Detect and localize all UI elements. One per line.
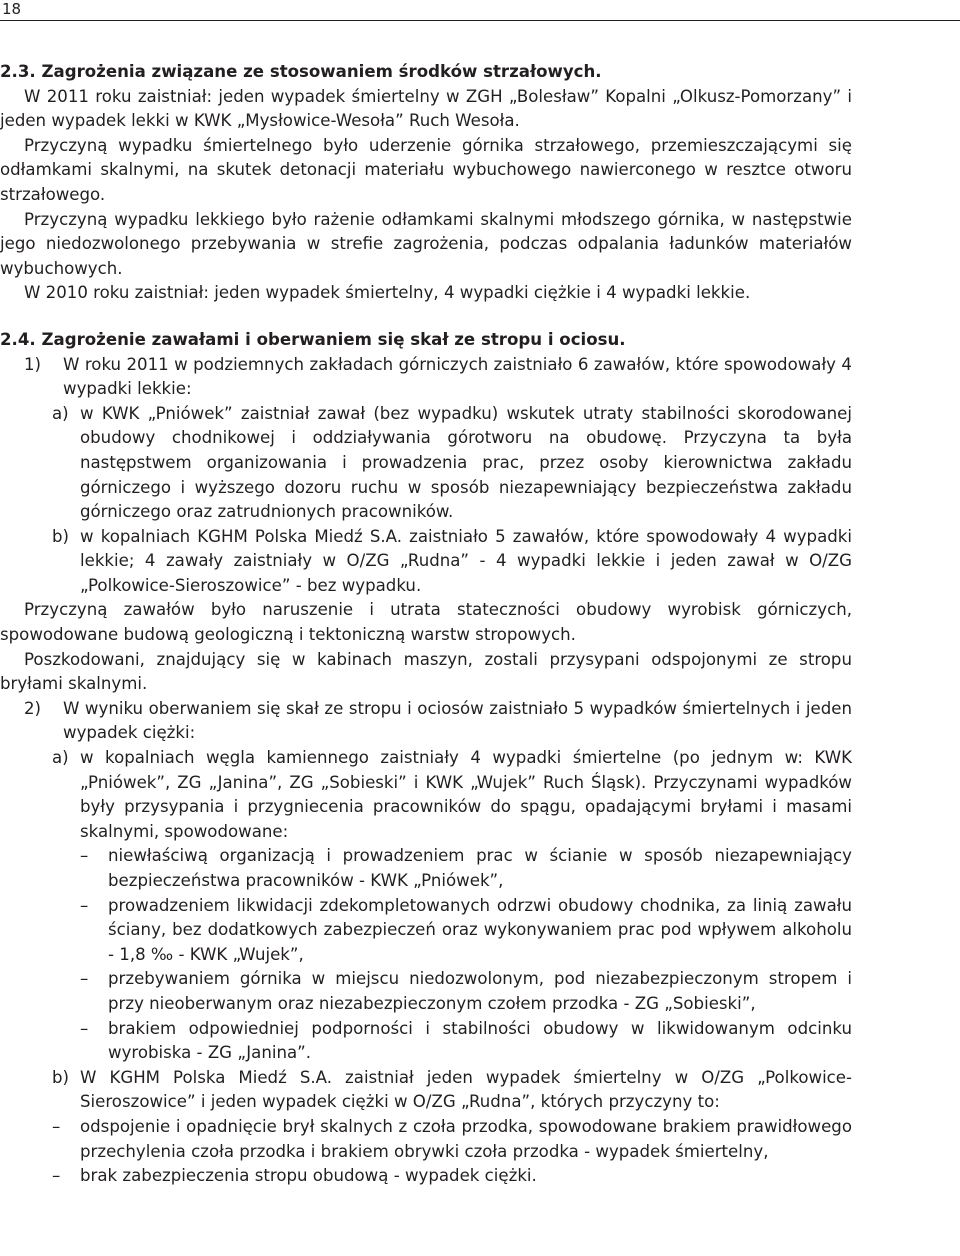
bullet-item [0,967,852,1016]
list-item-text: w KWK „Pniówek” zaistniał zawał (bez wypadku) wskutek utraty stabilności skorodowanej obudowy chodnikowej i oddziaływania górotworu na obudowę. Przyczyna ta była następstwem organizowania i prowadzenia prac, przez osoby kierownictwa zakładu górniczego i wyższego dozoru ruchu w sposób niezapewniający bezpieczeństwa zakładu górniczego oraz zatrudnionych pracowników. [80,403,852,522]
bullet-text: niewłaściwą organizacją i prowadzeniem prac w ścianie w sposób niezapewniający bezpieczeństwa pracowników - KWK „Pniówek”, [108,846,852,890]
list-item-text: W KGHM Polska Miedź S.A. zaistniał jeden wypadek śmiertelny w O/ZG „Polkowice-Sieroszowice” i jeden wypadek ciężki w O/ZG „Rudna”, których przyczyny to: [80,1067,852,1112]
list-marker: a) [52,748,69,768]
list-item-2a [0,746,852,844]
section-2-4-paragraph-injured: Poszkodowani, znajdujący się w kabinach maszyn, zostali przysypani odspojonymi ze stropu bryłami skalnymi. [0,649,852,694]
list-marker: 1) [24,354,42,374]
list-marker: a) [52,403,69,423]
dash-marker: – [52,1116,61,1136]
bullet-item [0,1115,852,1164]
list-marker: 2) [24,698,42,718]
list-item-1a [0,402,852,525]
bullet-text: przebywaniem górnika w miejscu niedozwolonym, pod niezabezpieczonym stropem i przy nieoberwanym oraz niezabezpieczonym czołem przodka - ZG „Sobieski”, [108,969,852,1013]
list-item-1b [0,525,852,599]
list-item-1 [0,353,852,402]
dash-marker: – [52,1166,61,1186]
dash-marker: – [80,846,89,866]
section-2-3-heading: 2.3. Zagrożenia związane ze stosowaniem środków strzałowych. [0,62,602,81]
section-2-4-heading: 2.4. Zagrożenie zawałami i oberwaniem się skał ze stropu i ociosu. [0,329,626,349]
list-item-2 [0,697,852,746]
bullet-item [0,894,852,968]
bullet-item [0,844,852,893]
section-2-3-paragraph-accidents-2010: W 2010 roku zaistniał: jeden wypadek śmiertelny, 4 wypadki ciężkie i 4 wypadki lekkie. [24,283,751,303]
dash-marker: – [80,1018,89,1038]
section-gap [0,306,852,328]
list-item-text: w kopalniach węgla kamiennego zaistniały 4 wypadki śmiertelne (po jednym w: KWK „Pniówek”, ZG „Janina”, ZG „Sobieski” i KWK „Wujek” Ruch Śląsk). Przyczynami wypadków były przysypania i przygniecenia pracowników do spągu, opadającymi bryłami i masami skalnymi, spowodowane: [80,748,852,841]
list-item-text: W roku 2011 w podziemnych zakładach górniczych zaistniało 6 zawałów, które spowodowały 4 wypadki lekkie: [63,354,852,399]
document-body [0,60,852,1189]
list-item-text: w kopalniach KGHM Polska Miedź S.A. zaistniało 5 zawałów, które spowodowały 4 wypadki lekkie; 4 zawały zaistniały w O/ZG „Rudna” - 4 wypadki lekkie i jeden zawał w O/ZG „Polkowice-Sieroszowice” - bez wypadku. [80,526,852,595]
list-marker: b) [52,1067,70,1087]
page-number: 18 [2,0,22,18]
bullet-text: prowadzeniem likwidacji zdekompletowanych odrzwi obudowy chodnika, za linią zawału ściany, bez dodatkowych zabezpieczeń oraz wykonywaniem prac pod wpływem alkoholu - 1,8 ‰ - KWK „Wujek”, [108,895,852,964]
dash-marker: – [80,969,89,989]
bullet-item [0,1017,852,1066]
list-marker: b) [52,526,70,546]
bullet-text: brak zabezpieczenia stropu obudową - wypadek ciężki. [80,1166,537,1186]
bullet-text: odspojenie i opadnięcie brył skalnych z czoła przodka, spowodowane brakiem prawidłowego przechylenia czoła przodka i brakiem obrywki czoła przodka - wypadek śmiertelny, [80,1116,852,1161]
dash-marker: – [80,895,89,915]
list-item-text: W wyniku oberwaniem się skał ze stropu i ociosów zaistniało 5 wypadków śmiertelnych i jeden wypadek ciężki: [63,698,852,743]
section-2-3-paragraph-fatal-cause: Przyczyną wypadku śmiertelnego było uderzenie górnika strzałowego, przemieszczającymi się odłamkami skalnymi, na skutek detonacji materiału wybuchowego nawierconego w resztce otworu strzałowego. [0,135,852,204]
section-2-4-paragraph-cause: Przyczyną zawałów było naruszenie i utrata stateczności obudowy wyrobisk górniczych, spowodowane budową geologiczną i tektoniczną warstw stropowych. [0,600,852,645]
section-2-3-paragraph-accidents-2011: W 2011 roku zaistniał: jeden wypadek śmiertelny w ZGH „Bolesław” Kopalni „Olkusz-Pomorzany” i jeden wypadek lekki w KWK „Mysłowice-Wesoła” Ruch Wesoła. [0,86,852,131]
list-item-2b [0,1066,852,1115]
section-2-3-paragraph-light-cause: Przyczyną wypadku lekkiego było rażenie odłamkami skalnymi młodszego górnika, w następstwie jego niedozwolonego przebywania w strefie zagrożenia, podczas odpalania ładunków materiałów wybuchowych. [0,209,852,278]
bullet-text: brakiem odpowiedniej podporności i stabilności obudowy w likwidowanym odcinku wyrobiska - ZG „Janina”. [108,1018,852,1063]
bullet-item [0,1164,852,1189]
header-rule [0,20,960,21]
